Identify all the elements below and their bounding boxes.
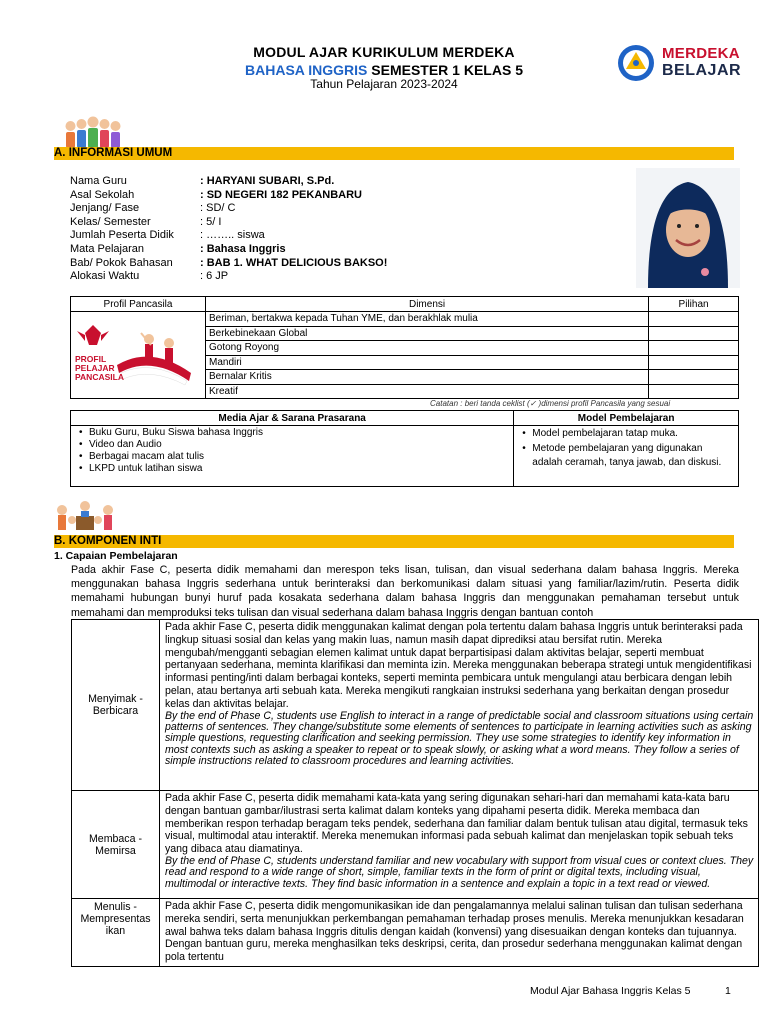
dimension-cell: Gotong Royong <box>205 341 648 356</box>
academic-year: Tahun Pelajaran 2023-2024 <box>310 77 458 91</box>
media-list-cell <box>71 426 514 487</box>
description-id: Pada akhir Fase C, peserta didik mengomunikasikan ide dan pengalamannya melalui salinan tulisan dan tulisan sederhana mereka sendiri, serta menunjukkan perkembangan pemahaman terhadap proses menulis. Mereka menunjukkan kesadaran awal bahwa teks dalam bahasa Inggris ditulis dengan kaidah (konvensi) yang disesuaikan dengan konteks dan tujuannya. Dengan bantuan guru, mereka menghasilkan teks deskripsi, cerita, dan prosedur sederhana menggunakan kalimat dengan pola tertentu <box>164 900 744 964</box>
element-label: Menyimak - Berbicara <box>72 620 160 791</box>
logo-text-belajar: BELAJAR <box>662 62 742 79</box>
profil-pancasila-table <box>70 296 739 399</box>
subsection-heading: 1. Capaian Pembelajaran <box>54 550 178 562</box>
info-value: : HARYANI SUBARI, S.Pd. <box>200 175 335 187</box>
info-value: : 6 JP <box>200 270 229 282</box>
column-header: Profil Pancasila <box>71 297 206 312</box>
merdeka-belajar-logo <box>616 43 742 83</box>
document-title: MODUL AJAR KURIKULUM MERDEKA <box>253 44 515 60</box>
logo-text-merdeka: MERDEKA <box>662 45 740 62</box>
info-value: : SD/ C <box>200 202 236 214</box>
model-list-cell <box>514 426 739 487</box>
info-label: Bab/ Pokok Bahasan <box>70 257 173 269</box>
choice-checkbox-cell[interactable] <box>649 370 739 385</box>
section-a-title: A. INFORMASI UMUM <box>54 147 173 159</box>
choice-checkbox-cell[interactable] <box>649 384 739 399</box>
teacher-photo <box>636 168 740 288</box>
media-model-table <box>70 410 739 487</box>
choice-checkbox-cell[interactable] <box>649 326 739 341</box>
section-b-title: B. KOMPONEN INTI <box>54 535 162 547</box>
list-item: • LKPD untuk latihan siswa <box>89 463 509 475</box>
list-item: • Model pembelajaran tatap muka. <box>532 427 734 442</box>
dimension-cell: Beriman, bertakwa kepada Tuhan YME, dan berakhlak mulia <box>205 312 648 327</box>
semester-class: SEMESTER 1 KELAS 5 <box>367 62 523 78</box>
dimension-cell: Bernalar Kritis <box>205 370 648 385</box>
choice-checkbox-cell[interactable] <box>649 341 739 356</box>
logo-text-profil: PROFIL <box>75 354 107 364</box>
dimension-cell: Mandiri <box>205 355 648 370</box>
column-header: Model Pembelajaran <box>514 411 739 426</box>
list-item: • Buku Guru, Buku Siswa bahasa Inggris <box>89 427 509 439</box>
dimension-cell: Berkebinekaan Global <box>205 326 648 341</box>
element-description <box>159 620 758 791</box>
logo-text-pelajar: PELAJAR <box>75 363 115 373</box>
info-label: Kelas/ Semester <box>70 216 151 228</box>
info-value: : BAB 1. WHAT DELICIOUS BAKSO! <box>200 257 388 269</box>
section-a-bar <box>54 147 734 160</box>
column-header: Pilihan <box>649 297 739 312</box>
column-header: Dimensi <box>205 297 648 312</box>
info-value: : SD NEGERI 182 PEKANBARU <box>200 189 362 201</box>
info-label: Jumlah Peserta Didik <box>70 229 174 241</box>
info-label: Alokasi Waktu <box>70 270 140 282</box>
choice-checkbox-cell[interactable] <box>649 355 739 370</box>
list-item: • Video dan Audio <box>89 439 509 451</box>
people-group-icon <box>62 112 124 150</box>
tut-wuri-handayani-emblem <box>616 43 658 83</box>
element-description <box>159 791 758 899</box>
teacher-students-icon <box>54 498 116 536</box>
description-id: Pada akhir Fase C, peserta didik memahami kata-kata yang sering digunakan sehari-hari dan memahami kata-kata baru dengan bantuan gambar/ilustrasi serta kalimat dalam konteks yang dipahami peserta didik. Mereka membaca dan memberikan respon terhadap beragam teks pendek, sederhana dan familiar dalam bentuk tulisan atau digital, termasuk teks visual, multimodal atau interaktif. Mereka menemukan informasi pada sebuah kalimat dan menjelaskan topik sebuah teks yang dibaca atau diamatinya. <box>164 792 748 856</box>
table-row <box>72 620 759 791</box>
element-label: Menulis - Mempresentas ikan <box>72 899 160 967</box>
logo-text-pancasila: PANCASILA <box>75 372 124 382</box>
info-label: Nama Guru <box>70 175 127 187</box>
capaian-table <box>71 619 759 967</box>
section-b-bar <box>54 535 734 548</box>
info-value: : …….. siswa <box>200 229 265 241</box>
profil-pelajar-pancasila-logo <box>71 312 206 399</box>
info-value: : Bahasa Inggris <box>200 243 286 255</box>
description-id: Pada akhir Fase C, peserta didik menggunakan kalimat dengan pola tertentu dalam bahasa Inggris untuk berinteraksi pada lingkup situasi sosial dan kelas yang makin luas, namun masih dapat diprediksi atau bersifat rutin. Mereka mengubah/mengganti sebagian elemen kalimat untuk dapat berpartisipasi dalam aktivitas belajar, seperti membuat pertanyaan sederhana, meminta klarifikasi dan meminta izin. Mereka menggunakan beberapa strategi untuk mengidentifikasi informasi penting/inti dalam berbagai konteks, seperti meminta pembicara untuk mengulangi atau berbicara dengan lebih pelan, atau bertanya arti sebuah kata. Mereka mengikuti rangkaian instruksi sederhana yang berkaitan dengan prosedur kelas dan aktivitas belajar. <box>164 621 752 710</box>
info-value: : 5/ I <box>200 216 222 228</box>
table-row <box>72 899 759 967</box>
info-label: Jenjang/ Fase <box>70 202 140 214</box>
checklist-note: Catatan : beri tanda ceklist (✓ )dimensi profil Pancasila yang sesuai <box>430 399 671 408</box>
table-row <box>72 791 759 899</box>
choice-checkbox-cell[interactable] <box>649 312 739 327</box>
info-label: Asal Sekolah <box>70 189 135 201</box>
capaian-paragraph: Pada akhir Fase C, peserta didik memahami dan merespon teks lisan, tulisan, dan visual sederhana dalam bahasa Inggris. Mereka menggunakan bahasa Inggris sederhana untuk berinteraksi dan berkomunikasi dalam situasi yang familiar/lazim/rutin. Peserta didik memahami hubungan bunyi huruf pada kosakata sederhana dalam bahasa Inggris dan menggunakan pemahaman tersebut untuk memahami dan memproduksi teks tulisan dan visual sederhana dalam bahasa Inggris dengan bantuan contoh <box>71 564 739 619</box>
list-item: • Berbagai macam alat tulis <box>89 451 509 463</box>
dimension-cell: Kreatif <box>205 384 648 399</box>
footer-label: Modul Ajar Bahasa Inggris Kelas 5 <box>530 985 691 997</box>
info-label: Mata Pelajaran <box>70 243 144 255</box>
element-label: Membaca - Memirsa <box>72 791 160 899</box>
description-en: By the end of Phase C, students understand familiar and new vocabulary with support from visual cues or context clues. They read and respond to a wide range of short, simple, familiar texts in the form of print or digital texts, including visual, multimodal or interactive texts. They find basic information in a sentence and explain a topic in a text read or viewed. <box>164 854 754 890</box>
column-header: Media Ajar & Sarana Prasarana <box>71 411 514 426</box>
description-en: By the end of Phase C, students use English to interact in a range of predictable social and classroom situations using certain patterns of sentences. They change/substitute some elements of sentences to participate in learning activities such as asking simple questions, requesting clarification and seeking permission. They use some strategies to identify key information in most contexts such as asking a speaker to repeat or to speak slowly, or asking what a word means. They follow a series of simple instructions related to classroom procedures and learning activities. <box>164 709 754 768</box>
subject-name: BAHASA INGGRIS <box>245 62 368 78</box>
page-number: 1 <box>725 985 731 997</box>
list-item: • Metode pembelajaran yang digunakan adalah ceramah, tanya jawab, dan diskusi. <box>532 442 734 471</box>
element-description <box>159 899 758 967</box>
